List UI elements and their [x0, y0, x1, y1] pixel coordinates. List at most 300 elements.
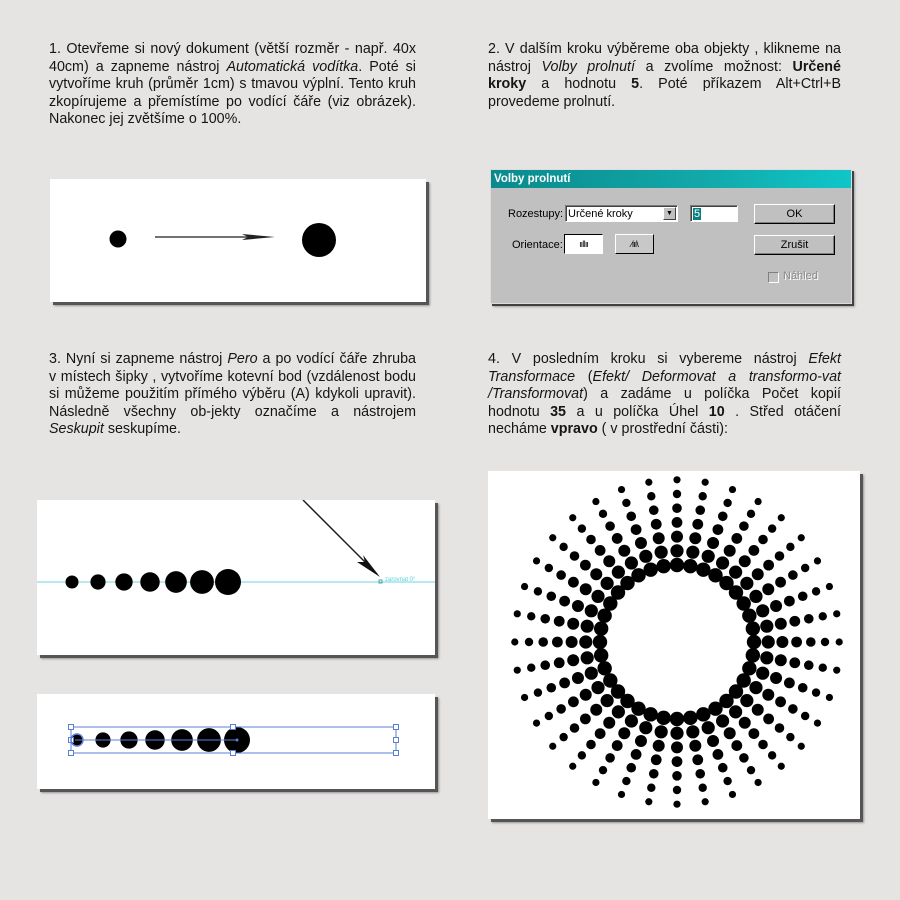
sunburst-dot: [775, 723, 785, 733]
sunburst-dot: [749, 590, 762, 603]
figure-4-panel: [488, 471, 860, 819]
sunburst-dot: [673, 476, 680, 483]
sunburst-dot: [775, 577, 786, 588]
sunburst-dot: [739, 555, 751, 567]
sunburst-dot: [819, 612, 827, 620]
sunburst-dot: [626, 763, 636, 773]
sunburst-dot: [683, 559, 697, 573]
sunburst-dot: [599, 510, 607, 518]
sunburst-dot: [540, 614, 550, 624]
sunburst-dot: [635, 735, 647, 747]
selection-handle[interactable]: [231, 725, 236, 730]
text-segment: Pero: [227, 351, 258, 367]
sunburst-dot: [752, 568, 764, 580]
sunburst-dot: [775, 618, 787, 630]
sunburst-dot: [770, 672, 782, 684]
sunburst-dot: [579, 635, 592, 648]
blend-circle: [190, 570, 214, 594]
sunburst-dot: [521, 694, 528, 701]
sunburst-dot: [755, 498, 762, 505]
text-segment: Efekt/ Deformovat a transformo-vat /Transformovat: [488, 368, 842, 402]
align-to-path-icon: ⁄ııı\: [631, 239, 638, 249]
sunburst-dot: [605, 753, 615, 763]
sunburst-dot: [689, 740, 701, 752]
text-segment: vpravo: [550, 421, 598, 437]
sunburst-dot: [549, 743, 556, 750]
sunburst-dot: [572, 600, 584, 612]
blend-circle: [140, 572, 160, 592]
sunburst-dot: [534, 587, 542, 595]
sunburst-dot: [756, 604, 769, 617]
sunburst-dot: [758, 535, 768, 545]
sunburst-dot: [592, 498, 599, 505]
sunburst-dot: [612, 740, 623, 751]
sunburst-dot: [763, 560, 774, 571]
sunburst-dot: [713, 524, 724, 535]
sunburst-dot: [747, 635, 761, 649]
sunburst-dot: [670, 544, 683, 557]
sunburst-dot: [647, 492, 655, 500]
sunburst-dot: [836, 638, 843, 645]
sunburst-dot: [533, 557, 540, 564]
sunburst-dot: [698, 492, 706, 500]
sunburst-dot: [540, 660, 550, 670]
step-2-text: [488, 41, 841, 111]
text-segment: a hodnotu: [526, 76, 632, 92]
sunburst-dot: [656, 711, 670, 725]
text-segment: . Poté příkazem Alt+Ctrl+B provedeme prolnutí.: [488, 76, 841, 110]
sunburst-dot: [527, 612, 535, 620]
figure-3b-panel: [37, 694, 435, 789]
sunburst-dot: [819, 663, 827, 671]
sunburst-dot: [559, 596, 570, 607]
sunburst-dot: [702, 721, 715, 734]
cancel-button[interactable]: Zrušit: [754, 235, 835, 255]
sunburst-dot: [521, 583, 528, 590]
sunburst-dot: [770, 600, 782, 612]
sunburst-dot: [673, 490, 681, 498]
sunburst-dot: [566, 636, 578, 648]
sunburst-dot: [645, 479, 652, 486]
sunburst-dot: [534, 688, 542, 696]
text-segment: 1. Otevřeme si nový dokument (větší rozměr - např. 40x 40cm) a zapneme nástroj: [49, 41, 416, 75]
sunburst-dot: [514, 667, 521, 674]
sunburst-ray: [747, 635, 843, 649]
spacing-value: Určené kroky: [568, 208, 633, 220]
sunburst-dot: [798, 743, 805, 750]
sunburst-dot: [707, 537, 719, 549]
sunburst-dot: [672, 503, 682, 513]
sunburst-dot: [603, 555, 615, 567]
sunburst-dot: [786, 543, 794, 551]
sunburst-dot: [597, 661, 611, 675]
sunburst-dot: [826, 694, 833, 701]
steps-value: 5: [694, 208, 701, 220]
dialog-titlebar[interactable]: Volby prolnutí: [491, 170, 851, 188]
sunburst-dot: [670, 558, 684, 572]
sunburst-dot: [762, 635, 775, 648]
sunburst-dot: [581, 620, 594, 633]
sunburst-dot: [739, 521, 749, 531]
sunburst-dot: [603, 717, 615, 729]
sunburst-dot: [716, 556, 729, 569]
sunburst-dot: [789, 657, 800, 668]
sunburst-dot: [747, 510, 755, 518]
sunburst-dot: [695, 505, 705, 515]
sunburst-dot: [758, 740, 768, 750]
sunburst-dot: [568, 696, 579, 707]
text-segment: . Střed otáčení necháme: [488, 403, 841, 437]
sunburst-dot: [556, 704, 566, 714]
sunburst-dot: [740, 577, 753, 590]
sunburst-dot: [729, 705, 742, 718]
text-segment: Seskupit: [49, 421, 104, 437]
sunburst-dot: [768, 524, 776, 532]
sunburst-dot: [625, 714, 638, 727]
sunburst-dot: [618, 791, 625, 798]
sunburst-dot: [651, 754, 662, 765]
sunburst-dot: [702, 479, 709, 486]
sunburst-dot: [655, 725, 668, 738]
sunburst-dot: [742, 608, 756, 622]
sunburst-dot: [775, 654, 787, 666]
sunburst-dot: [594, 648, 608, 662]
sunburst-dot: [549, 534, 556, 541]
sunburst-dot: [545, 564, 553, 572]
sunburst-dot: [594, 621, 608, 635]
figure-1-panel: [50, 179, 426, 302]
sunburst-dot: [801, 712, 809, 720]
text-segment: 3. Nyní si zapneme nástroj: [49, 351, 228, 367]
sunburst-dot: [798, 683, 808, 693]
spacing-dropdown[interactable]: [565, 205, 678, 222]
selection-handle[interactable]: [394, 751, 399, 756]
sunburst-dot: [778, 763, 785, 770]
sunburst-dot: [595, 728, 606, 739]
sunburst-dot: [572, 672, 584, 684]
sunburst-dot: [670, 727, 683, 740]
sunburst-dot: [511, 638, 518, 645]
sunburst-dot: [686, 546, 699, 559]
sunburst-dot: [756, 667, 769, 680]
sunburst-dot: [569, 514, 576, 521]
sunburst-dot: [631, 524, 642, 535]
text-segment: 5: [631, 76, 640, 92]
sunburst-dot: [760, 651, 773, 664]
sunburst-dot: [747, 766, 755, 774]
sunburst-dot: [580, 560, 591, 571]
sunburst-dot: [696, 707, 710, 721]
sunburst-dot: [776, 636, 788, 648]
sunburst-dot: [599, 766, 607, 774]
sunburst-dot: [631, 749, 642, 760]
sunburst-dot: [525, 638, 533, 646]
sunburst-dot: [768, 751, 776, 759]
sunburst-dot: [729, 791, 736, 798]
sunburst-dot: [653, 532, 665, 544]
sunburst-dot: [707, 735, 719, 747]
sunburst-dot: [739, 753, 749, 763]
sunburst-dot: [686, 725, 699, 738]
sunburst-dot: [671, 741, 683, 753]
sunburst-dot: [740, 694, 753, 707]
orientation-label: Orientace:: [512, 239, 563, 251]
blend-options-dialog: [490, 169, 852, 304]
sunburst-dot: [763, 713, 774, 724]
sunburst-ray: [511, 635, 607, 649]
sunburst-dot: [672, 756, 683, 767]
sunburst-dot: [567, 654, 579, 666]
sunburst-dot: [580, 689, 592, 701]
selection-handle[interactable]: [231, 751, 236, 756]
sunburst-dot: [695, 769, 705, 779]
sunburst-dot: [605, 521, 615, 531]
text-segment: 35: [550, 403, 567, 420]
sunburst-dot: [591, 681, 604, 694]
sunburst-dot: [651, 519, 662, 530]
small-circle: [110, 231, 127, 248]
figure-1-canvas: [50, 179, 426, 302]
sunburst-dot: [718, 763, 728, 773]
sunburst-dot: [590, 568, 602, 580]
sunburst-dot: [514, 610, 521, 617]
sunburst-dot: [647, 784, 655, 792]
sunburst-dot: [585, 604, 598, 617]
blend-circle: [215, 569, 241, 595]
sunburst-dot: [645, 798, 652, 805]
sunburst-dot: [798, 591, 808, 601]
figure-3a-canvas: [37, 500, 435, 655]
sunburst-dot: [762, 689, 774, 701]
sunburst-dot: [581, 651, 594, 664]
text-segment: 2. V dalším kroku výběreme oba objekty , klikneme na nástroj: [488, 41, 841, 75]
sunburst-dot: [585, 667, 598, 680]
text-segment: 10: [708, 403, 725, 420]
sunburst-dot: [821, 638, 829, 646]
sunburst-dot: [578, 751, 586, 759]
blend-circle: [90, 574, 105, 589]
sunburst-dot: [672, 771, 682, 781]
sunburst-dot: [569, 763, 576, 770]
guide-label: zarovnat 0°: [385, 577, 416, 583]
sunburst-dot: [570, 551, 580, 561]
sunburst-dot: [556, 570, 566, 580]
sunburst-dot: [618, 727, 630, 739]
sunburst-dot: [731, 533, 742, 544]
sunburst-dot: [804, 614, 814, 624]
sunburst-dot: [791, 637, 802, 648]
sunburst-dot: [775, 696, 786, 707]
ok-button[interactable]: OK: [754, 204, 835, 224]
sunburst-dot: [527, 663, 535, 671]
sunburst-dot: [752, 704, 764, 716]
orient-align-path-button[interactable]: [615, 234, 654, 254]
sunburst-dot: [784, 678, 795, 689]
sunburst-dot: [683, 711, 697, 725]
sunburst-dot: [622, 499, 630, 507]
text-segment: 4. V posledním kroku si vybereme nástroj: [488, 351, 809, 367]
selection-handle[interactable]: [394, 725, 399, 730]
sunburst-dot: [723, 777, 731, 785]
align-to-page-icon: ıı‖ıı: [579, 239, 588, 249]
sunburst-dot: [639, 721, 652, 734]
sunburst-dot: [595, 545, 606, 556]
sunburst-dot: [798, 534, 805, 541]
figure-3b-canvas: [37, 694, 435, 789]
sunburst-dot: [748, 545, 759, 556]
sunburst-dot: [568, 577, 579, 588]
orient-align-page-button[interactable]: [564, 234, 603, 254]
text-segment: Volby prolnutí: [541, 58, 635, 75]
sunburst-dot: [778, 514, 785, 521]
sunburst-dot: [702, 798, 709, 805]
sunburst-dot: [533, 720, 540, 727]
sunburst-dot: [554, 616, 565, 627]
sunburst-dot: [739, 717, 751, 729]
sunburst-dot: [580, 713, 591, 724]
blend-circle: [66, 576, 79, 589]
sunburst-dot: [672, 517, 683, 528]
text-segment: ( v prostřední části):: [597, 421, 728, 437]
text-segment: Efekt Transformace: [488, 351, 841, 385]
steps-input[interactable]: [690, 205, 738, 222]
sunburst-dot: [625, 556, 638, 569]
sunburst-dot: [755, 779, 762, 786]
sunburst-dot: [618, 545, 630, 557]
sunburst-dot: [833, 610, 840, 617]
sunburst-dot: [622, 777, 630, 785]
sunburst-dot: [748, 728, 759, 739]
step-4-text: [488, 351, 841, 439]
sunburst-dot: [639, 550, 652, 563]
sunburst-dot: [545, 712, 553, 720]
text-segment: . Poté si vytvoříme kruh (průměr 1cm) s tmavou výplní. Tento kruh zkopírujeme a přemístíme po vodící čáře (viz obrázek). Nakonec jej zvětšíme o 100%.: [49, 58, 416, 127]
sunburst-dot: [592, 779, 599, 786]
chevron-down-icon[interactable]: ▼: [663, 207, 676, 220]
sunburst-dot: [698, 784, 706, 792]
text-segment: Automatická vodítka: [226, 58, 359, 75]
sunburst-dot: [786, 733, 794, 741]
last-anchor-center[interactable]: [236, 739, 239, 742]
sunburst-dot: [762, 583, 774, 595]
sunburst-dot: [559, 733, 567, 741]
sunburst-dot: [804, 660, 814, 670]
sunburst-dot: [746, 648, 760, 662]
selection-handle[interactable]: [69, 751, 74, 756]
sunburst-dot: [713, 749, 724, 760]
sunburst-dot: [814, 557, 821, 564]
sunburst-dot: [570, 723, 580, 733]
sunburst-dot: [689, 532, 701, 544]
sunburst-dot: [692, 519, 703, 530]
sunburst-dot: [559, 678, 570, 689]
selection-handle[interactable]: [69, 725, 74, 730]
sunburst-dot: [784, 596, 795, 607]
sunburst-dot: [692, 754, 703, 765]
sunburst-dot: [580, 583, 592, 595]
text-segment: Určené kroky: [488, 58, 841, 92]
blend-circle: [165, 571, 187, 593]
text-segment: a zvolíme možnost:: [635, 58, 793, 75]
sunburst-ray: [670, 712, 684, 808]
sunburst-dot: [653, 740, 665, 752]
sunburst-dot: [612, 533, 623, 544]
sunburst-dot: [673, 801, 680, 808]
sunburst-ray: [670, 476, 684, 572]
selection-handle[interactable]: [394, 738, 399, 743]
sunburst-dot: [559, 543, 567, 551]
sunburst-dot: [586, 740, 596, 750]
sunburst-dot: [567, 618, 579, 630]
sunburst-dot: [673, 786, 681, 794]
preview-label: Náhled: [783, 270, 818, 282]
sunburst-dot: [812, 688, 820, 696]
sunburst-dot: [601, 577, 614, 590]
text-segment: seskupíme.: [103, 421, 181, 437]
step-1-text: [49, 41, 416, 129]
sunburst-dot: [635, 537, 647, 549]
sunburst-dot: [591, 590, 604, 603]
sunburst-dot: [554, 657, 565, 668]
spacing-label: Rozestupy:: [508, 208, 564, 220]
sunburst-dot: [671, 531, 683, 543]
sunburst-dot: [612, 566, 625, 579]
sunburst-dot: [801, 564, 809, 572]
sunburst-canvas: [488, 471, 860, 819]
sunburst-dot: [618, 486, 625, 493]
sunburst-dot: [718, 511, 728, 521]
sunburst-dot: [546, 591, 556, 601]
large-circle: [302, 223, 336, 257]
sunburst-dot: [788, 570, 798, 580]
step-3-text: [49, 351, 416, 439]
sunburst-dot: [806, 637, 816, 647]
sunburst-dot: [724, 545, 736, 557]
sunburst-dot: [760, 620, 773, 633]
sunburst-dot: [578, 524, 586, 532]
text-segment: a u políčka Úhel: [566, 403, 709, 420]
sunburst-dot: [702, 550, 715, 563]
sunburst-dot: [749, 681, 762, 694]
sunburst-dot: [746, 621, 760, 635]
blend-circle: [115, 573, 132, 590]
sunburst-dot: [826, 583, 833, 590]
sunburst-dot: [656, 559, 670, 573]
text-segment: (: [575, 368, 593, 385]
text-segment: ) a zadáme u políčka Počet kopií hodnotu: [488, 386, 841, 420]
sunburst-dot: [729, 486, 736, 493]
figure-3a-panel: [37, 500, 435, 655]
sunburst-dot: [724, 727, 736, 739]
sunburst-dot: [546, 683, 556, 693]
sunburst-dot: [812, 587, 820, 595]
sunburst-dot: [612, 705, 625, 718]
sunburst-dot: [586, 535, 596, 545]
sunburst-dot: [731, 740, 742, 751]
sunburst-dot: [590, 704, 602, 716]
sunburst-dot: [655, 546, 668, 559]
sunburst-dot: [643, 562, 657, 576]
sunburst-dot: [716, 714, 729, 727]
sunburst-dot: [789, 616, 800, 627]
sunburst-dot: [814, 720, 821, 727]
sunburst-dot: [670, 712, 684, 726]
text-segment: a po vodící čáře zhruba v místech šipky , vytvoříme kotevní bod (vzdálenost bodu si můžeme použitím přímého výběru (A) kdykoli upravit). Následně všechny ob-jekty označíme a nástrojem: [49, 351, 417, 420]
sunburst-dot: [538, 637, 548, 647]
sunburst-dot: [593, 635, 607, 649]
preview-checkbox[interactable]: [768, 272, 779, 283]
sunburst-dot: [729, 566, 742, 579]
